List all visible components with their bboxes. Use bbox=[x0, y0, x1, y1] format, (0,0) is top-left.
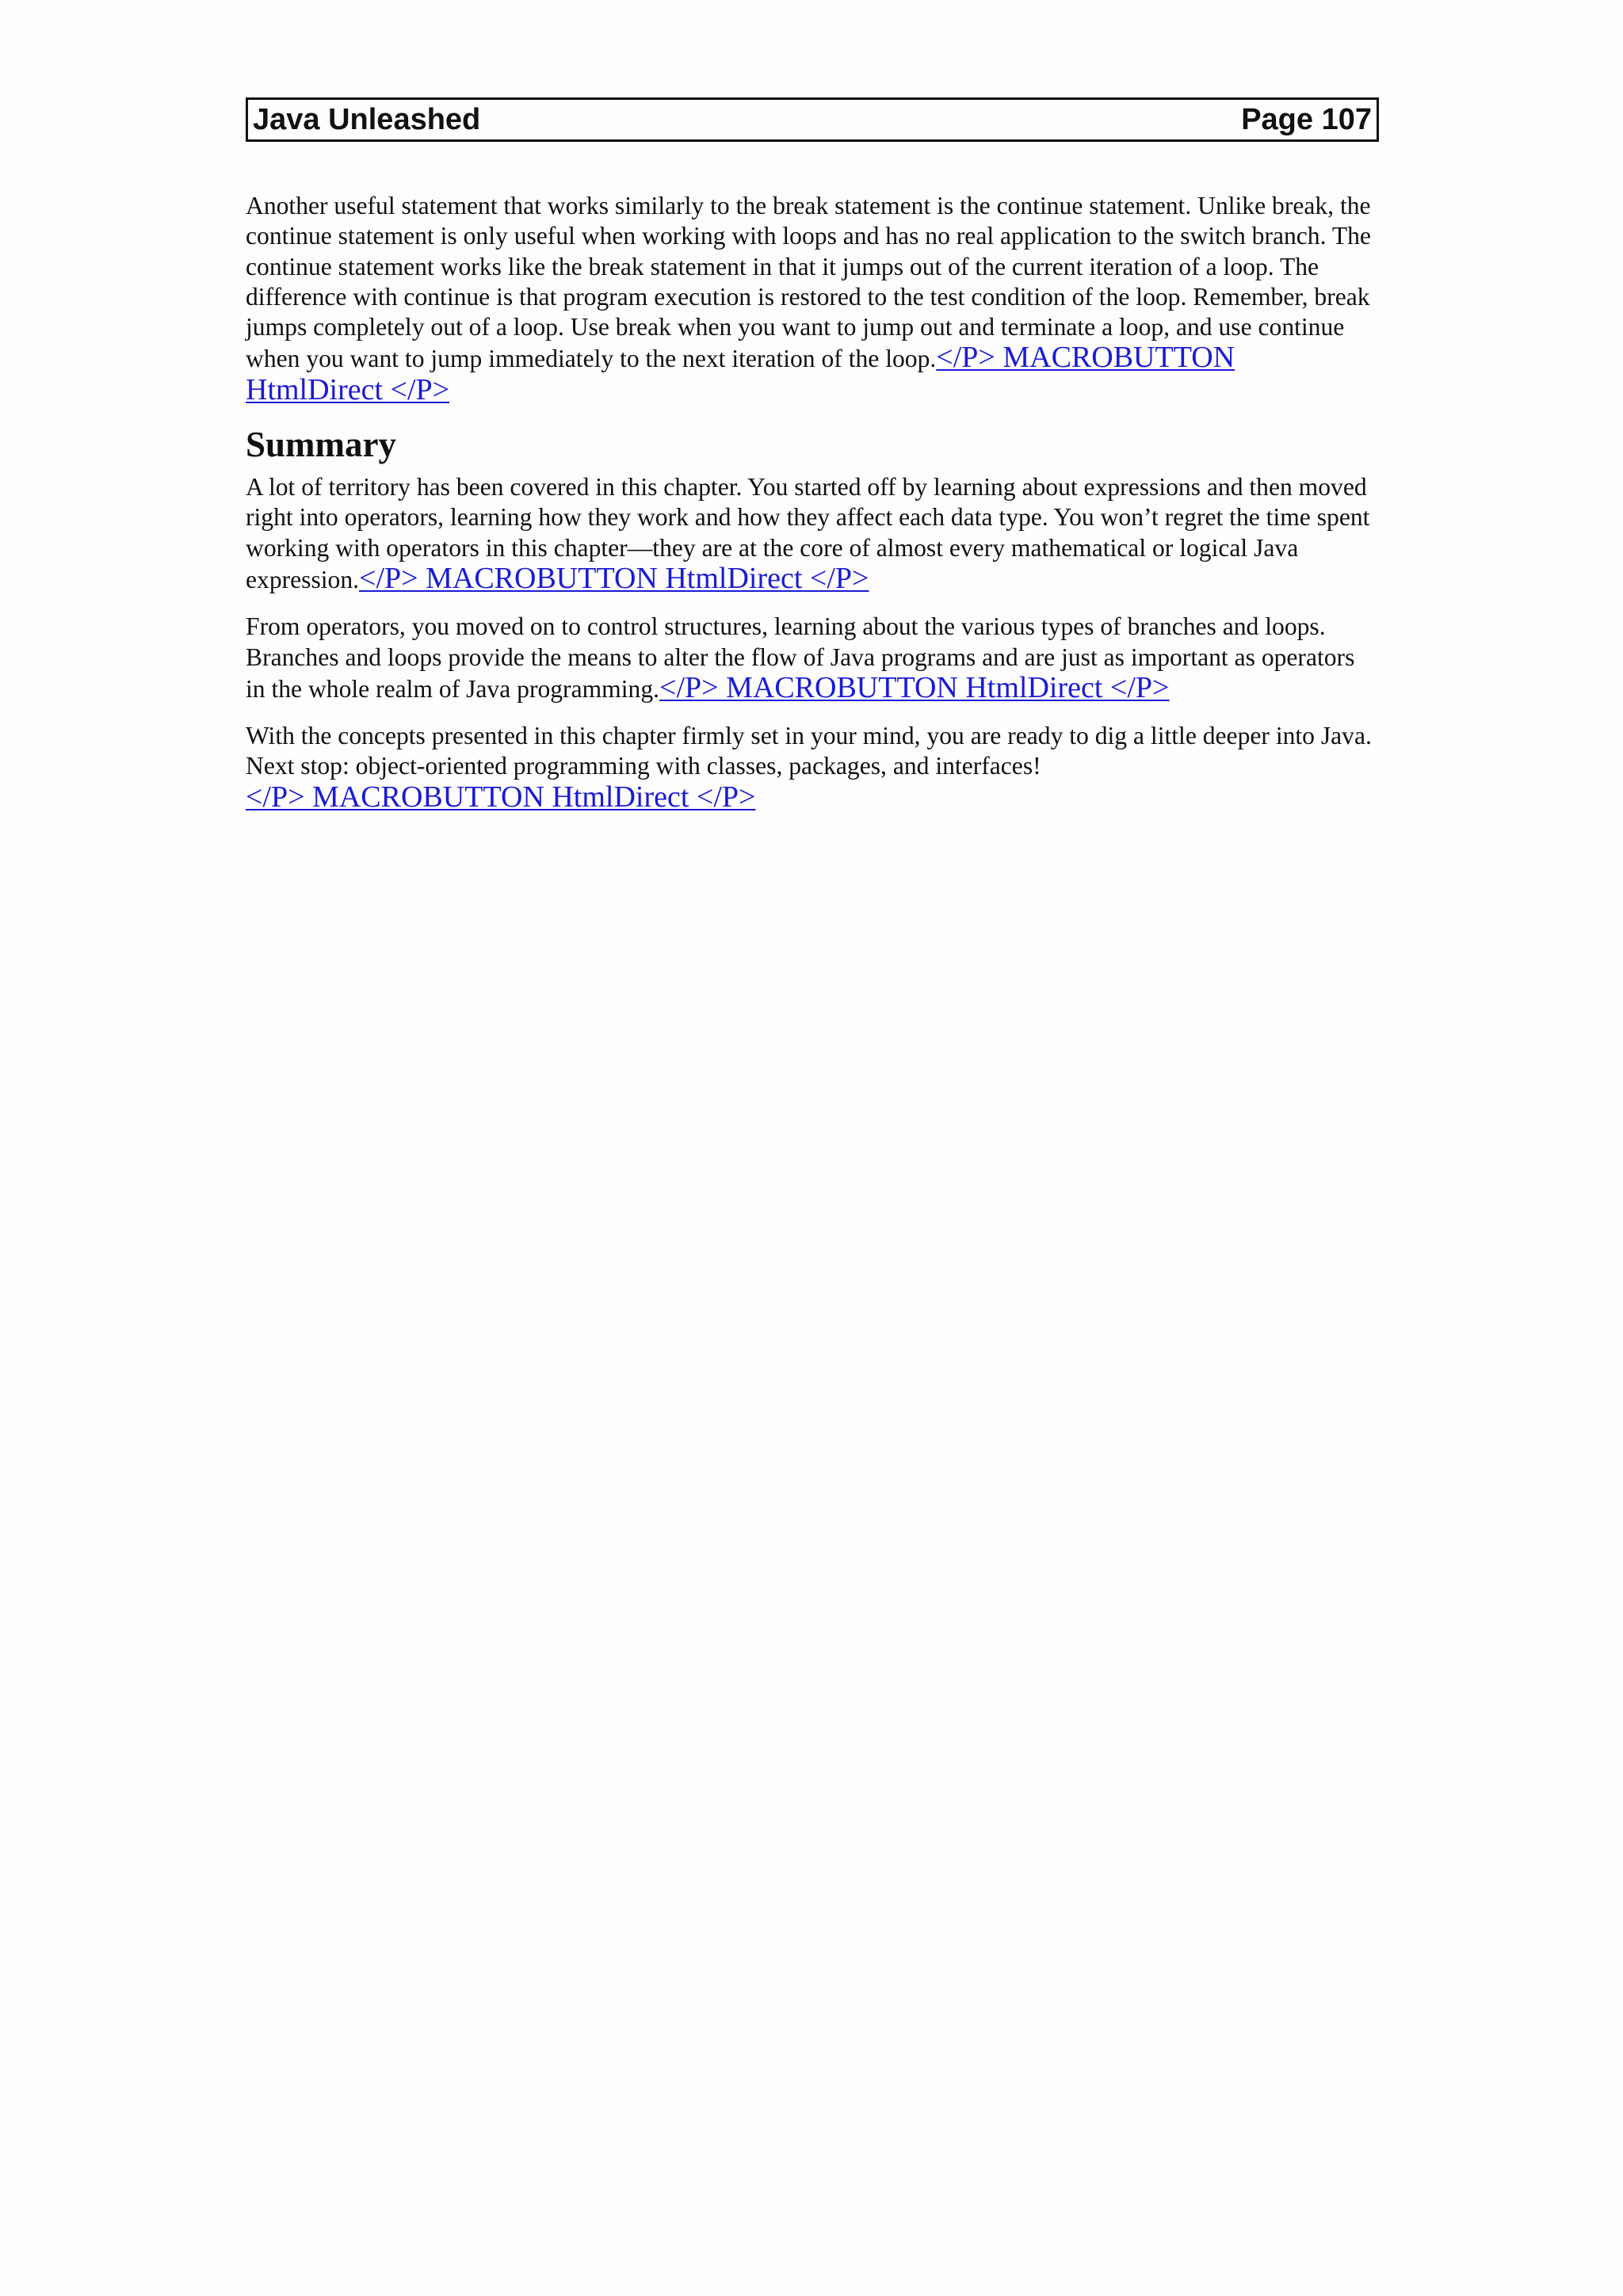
macrobutton-link[interactable]: </P> MACROBUTTON HtmlDirect </P> bbox=[246, 341, 1235, 406]
paragraph-text: With the concepts presented in this chapter firmly set in your mind, you are ready to dig a little deeper into Java. Next stop: object-oriented programming with classes, packages, and interfaces! bbox=[246, 722, 1372, 780]
paragraph-continue-statement bbox=[246, 191, 1379, 406]
paragraph-summary-3 bbox=[246, 721, 1379, 814]
paragraph-text: Another useful statement that works similarly to the break statement is the continue statement. Unlike break, the continue statement is only useful when working with loops and has no real application to the switch branch. The continue statement works like the break statement in that it jumps out of the current iteration of a loop. The difference with continue is that program execution is restored to the test condition of the loop. Remember, break jumps completely out of a loop. Use break when you want to jump out and terminate a loop, and use continue when you want to jump immediately to the next iteration of the loop. bbox=[246, 192, 1371, 373]
macrobutton-link[interactable]: </P> MACROBUTTON HtmlDirect </P> bbox=[659, 670, 1170, 704]
paragraph-text: From operators, you moved on to control structures, learning about the various types of branches and loops. Branches and loops provide the means to alter the flow of Java programs and are just as important as operators in the whole realm of Java programming. bbox=[246, 612, 1355, 703]
macrobutton-link[interactable]: </P> MACROBUTTON HtmlDirect </P> bbox=[359, 561, 869, 595]
page-number: Page 107 bbox=[1241, 103, 1372, 136]
summary-heading: Summary bbox=[246, 425, 396, 465]
book-title: Java Unleashed bbox=[253, 103, 481, 136]
macrobutton-link[interactable]: </P> MACROBUTTON HtmlDirect </P> bbox=[246, 780, 756, 814]
document-page bbox=[246, 97, 1379, 830]
paragraph-text: A lot of territory has been covered in this chapter. You started off by learning about expressions and then moved right into operators, learning how they work and how they affect each data type. You won’t regret the time spent working with operators in this chapter—they are at the core of almost every mathematical or logical Java expression. bbox=[246, 473, 1370, 593]
page-header bbox=[246, 97, 1379, 142]
paragraph-summary-2 bbox=[246, 612, 1379, 704]
page-content bbox=[246, 191, 1379, 814]
paragraph-summary-1 bbox=[246, 472, 1379, 595]
